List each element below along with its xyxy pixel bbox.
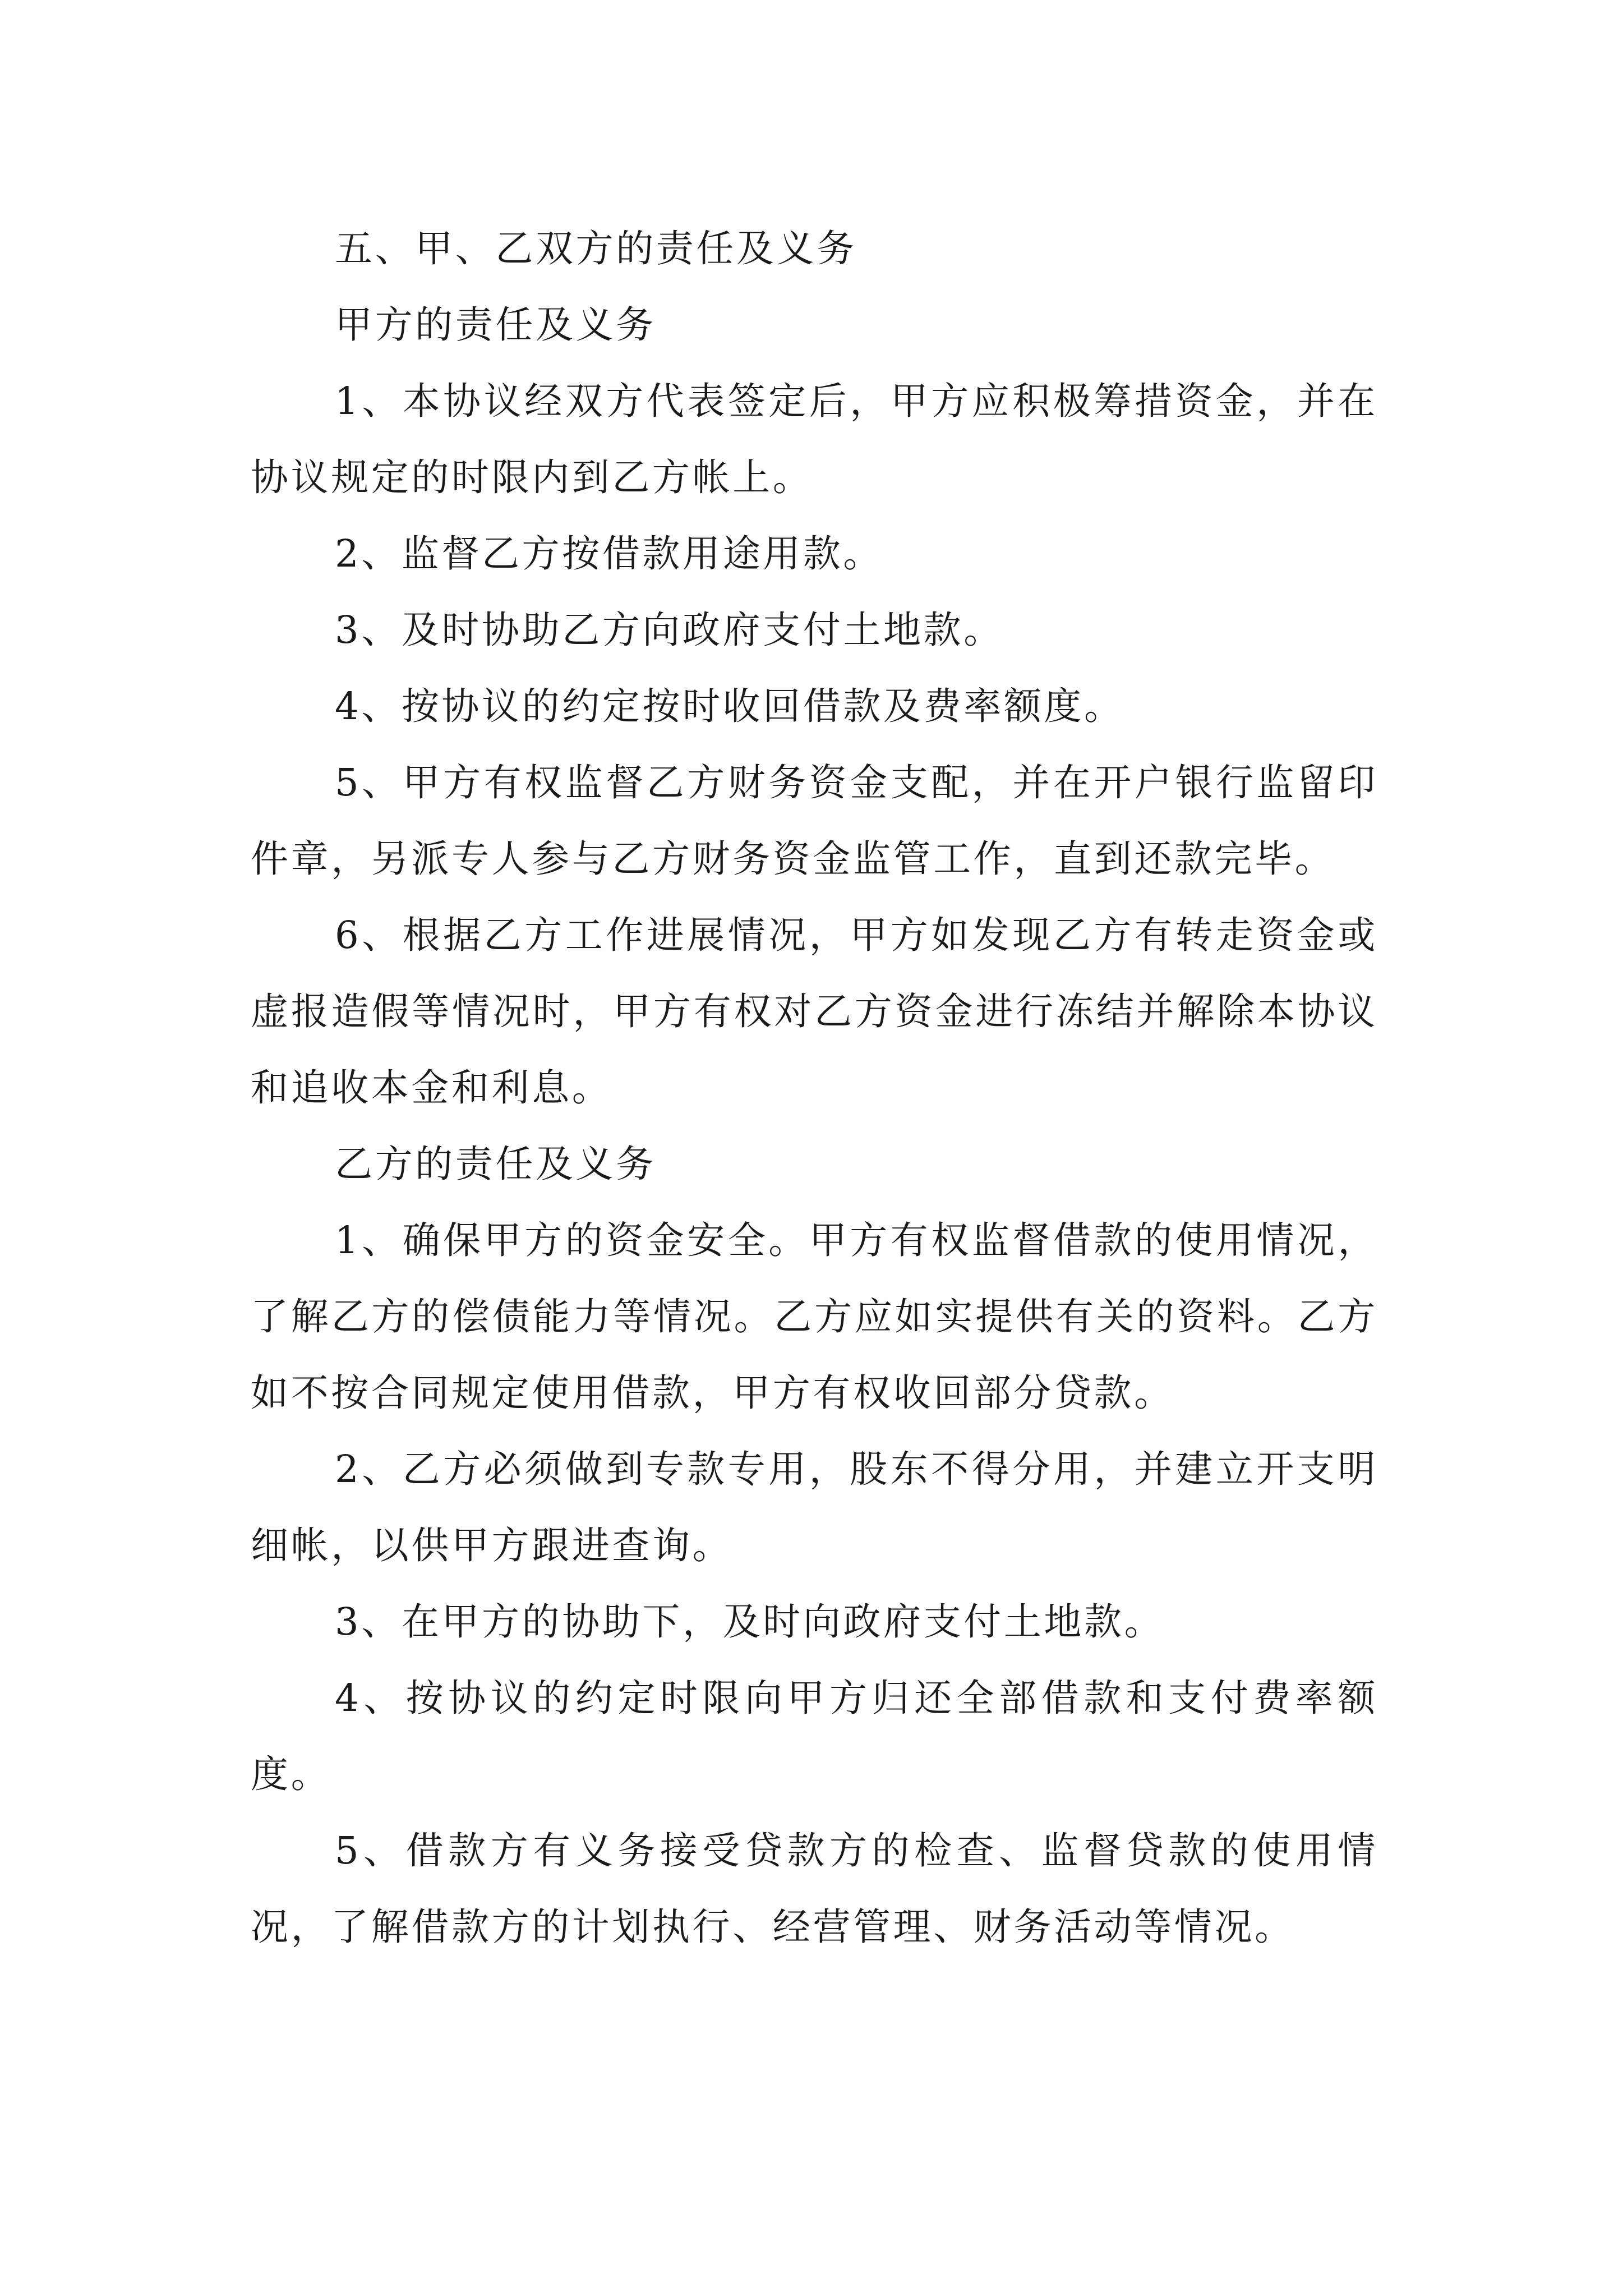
party-b-clause-2: 2、乙方必须做到专款专用，股东不得分用，并建立开支明细帐，以供甲方跟进查询。: [251, 1447, 1378, 1567]
party-b-clause-3: 3、在甲方的协助下，及时向政府支付土地款。: [335, 1600, 1165, 1644]
party-a-clause-6: 6、根据乙方工作进展情况，甲方如发现乙方有转走资金或虚报造假等情况时，甲方有权对乙方资金进行冻结并解除本协议和追收本金和利息。: [251, 913, 1378, 1110]
subsection-heading-party-b: 乙方的责任及义务: [335, 1142, 656, 1186]
party-a-clause-2: 2、监督乙方按借款用途用款。: [335, 532, 884, 576]
party-b-clause-4: 4、按协议的约定时限向甲方归还全部借款和支付费率额度。: [251, 1676, 1378, 1796]
party-b-clause-1: 1、确保甲方的资金安全。甲方有权监督借款的使用情况，了解乙方的偿债能力等情况。乙方应如实提供有关的资料。乙方如不按合同规定使用借款，甲方有权收回部分贷款。: [251, 1218, 1378, 1415]
section-heading: 五、甲、乙双方的责任及义务: [335, 227, 857, 270]
document-body: [251, 210, 1378, 1965]
party-a-clause-1: 1、本协议经双方代表签定后，甲方应积极筹措资金，并在协议规定的时限内到乙方帐上。: [251, 379, 1378, 499]
subsection-heading-party-a: 甲方的责任及义务: [335, 303, 656, 347]
party-b-clause-5: 5、借款方有义务接受贷款方的检查、监督贷款的使用情况，了解借款方的计划执行、经营管理、财务活动等情况。: [251, 1829, 1378, 1949]
party-a-clause-4: 4、按协议的约定按时收回借款及费率额度。: [335, 684, 1124, 728]
party-a-clause-5: 5、甲方有权监督乙方财务资金支配，并在开户银行监留印件章，另派专人参与乙方财务资金监管工作，直到还款完毕。: [251, 761, 1378, 881]
party-a-clause-3: 3、及时协助乙方向政府支付土地款。: [335, 608, 1004, 652]
